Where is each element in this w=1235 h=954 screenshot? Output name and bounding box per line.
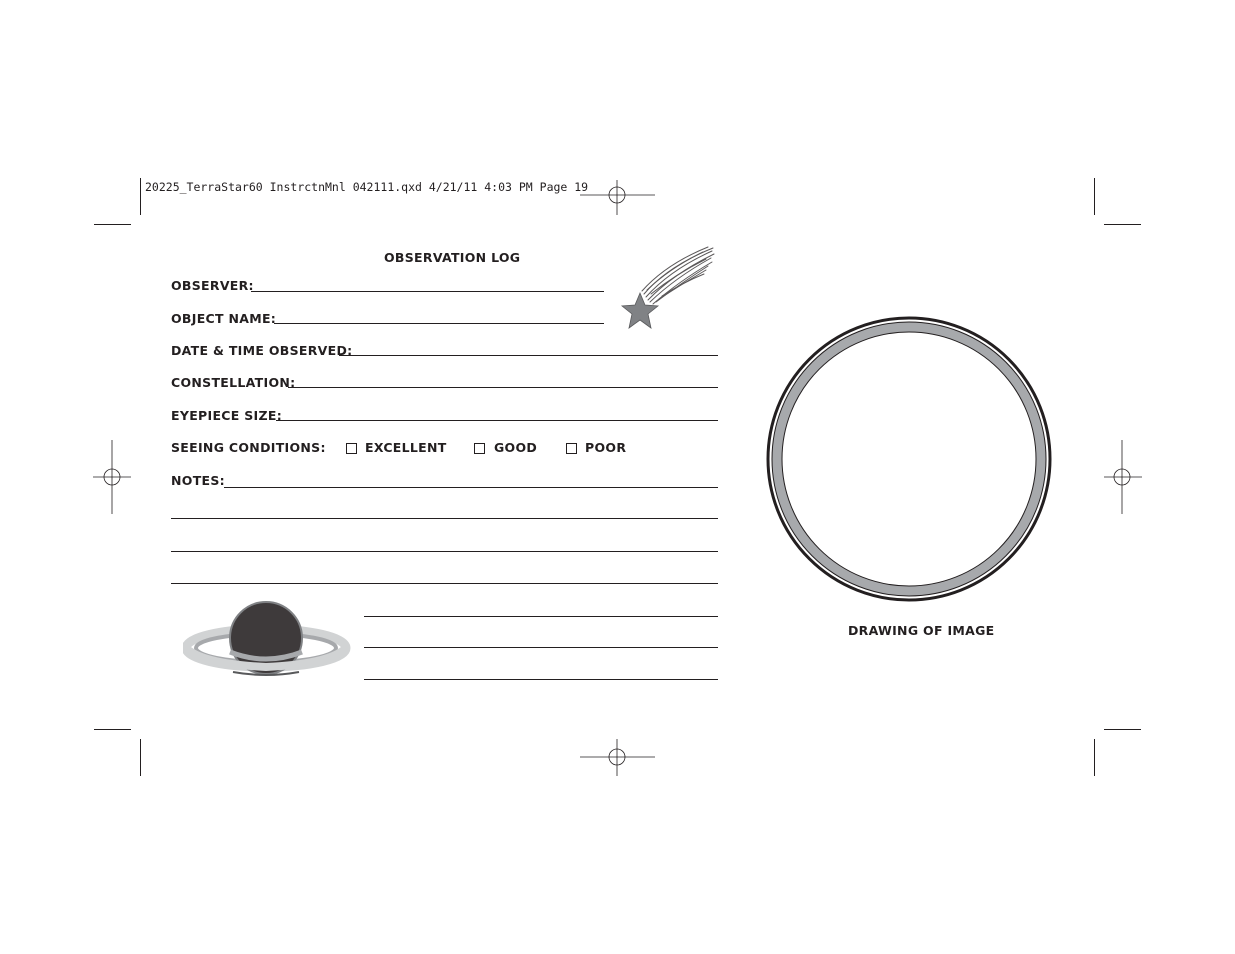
notes-label: NOTES: [171,473,225,488]
constellation-line[interactable] [288,387,718,388]
page-title: OBSERVATION LOG [384,250,521,265]
eyepiece-label: EYEPIECE SIZE: [171,408,282,423]
object-name-line[interactable] [274,323,604,324]
notes-line-2[interactable] [171,518,718,519]
observer-label: OBSERVER: [171,278,254,293]
file-slug: 20225_TerraStar60 InstrctnMnl 042111.qxd 4/21/11 4:03 PM Page 19 [145,180,589,194]
date-time-label: DATE & TIME OBSERVED: [171,343,353,358]
eyepiece-line[interactable] [276,420,718,421]
observer-line[interactable] [251,291,604,292]
constellation-label: CONSTELLATION: [171,375,296,390]
shooting-star-icon [618,244,718,334]
seeing-conditions-label: SEEING CONDITIONS: [171,440,326,455]
excellent-checkbox[interactable] [346,443,357,454]
object-name-label: OBJECT NAME: [171,311,277,326]
excellent-option-label: EXCELLENT [365,440,447,455]
notes-line-4[interactable] [171,583,718,584]
poor-option-label: POOR [585,440,627,455]
ringed-planet-icon [183,600,351,680]
drawing-caption: DRAWING OF IMAGE [848,623,995,638]
notes-line-5[interactable] [364,616,718,617]
poor-checkbox[interactable] [566,443,577,454]
notes-line-3[interactable] [171,551,718,552]
date-time-line[interactable] [339,355,718,356]
notes-line-6[interactable] [364,647,718,648]
drawing-circle[interactable] [762,312,1056,606]
good-checkbox[interactable] [474,443,485,454]
good-option-label: GOOD [494,440,538,455]
notes-line-7[interactable] [364,679,718,680]
notes-line-1[interactable] [224,487,718,488]
